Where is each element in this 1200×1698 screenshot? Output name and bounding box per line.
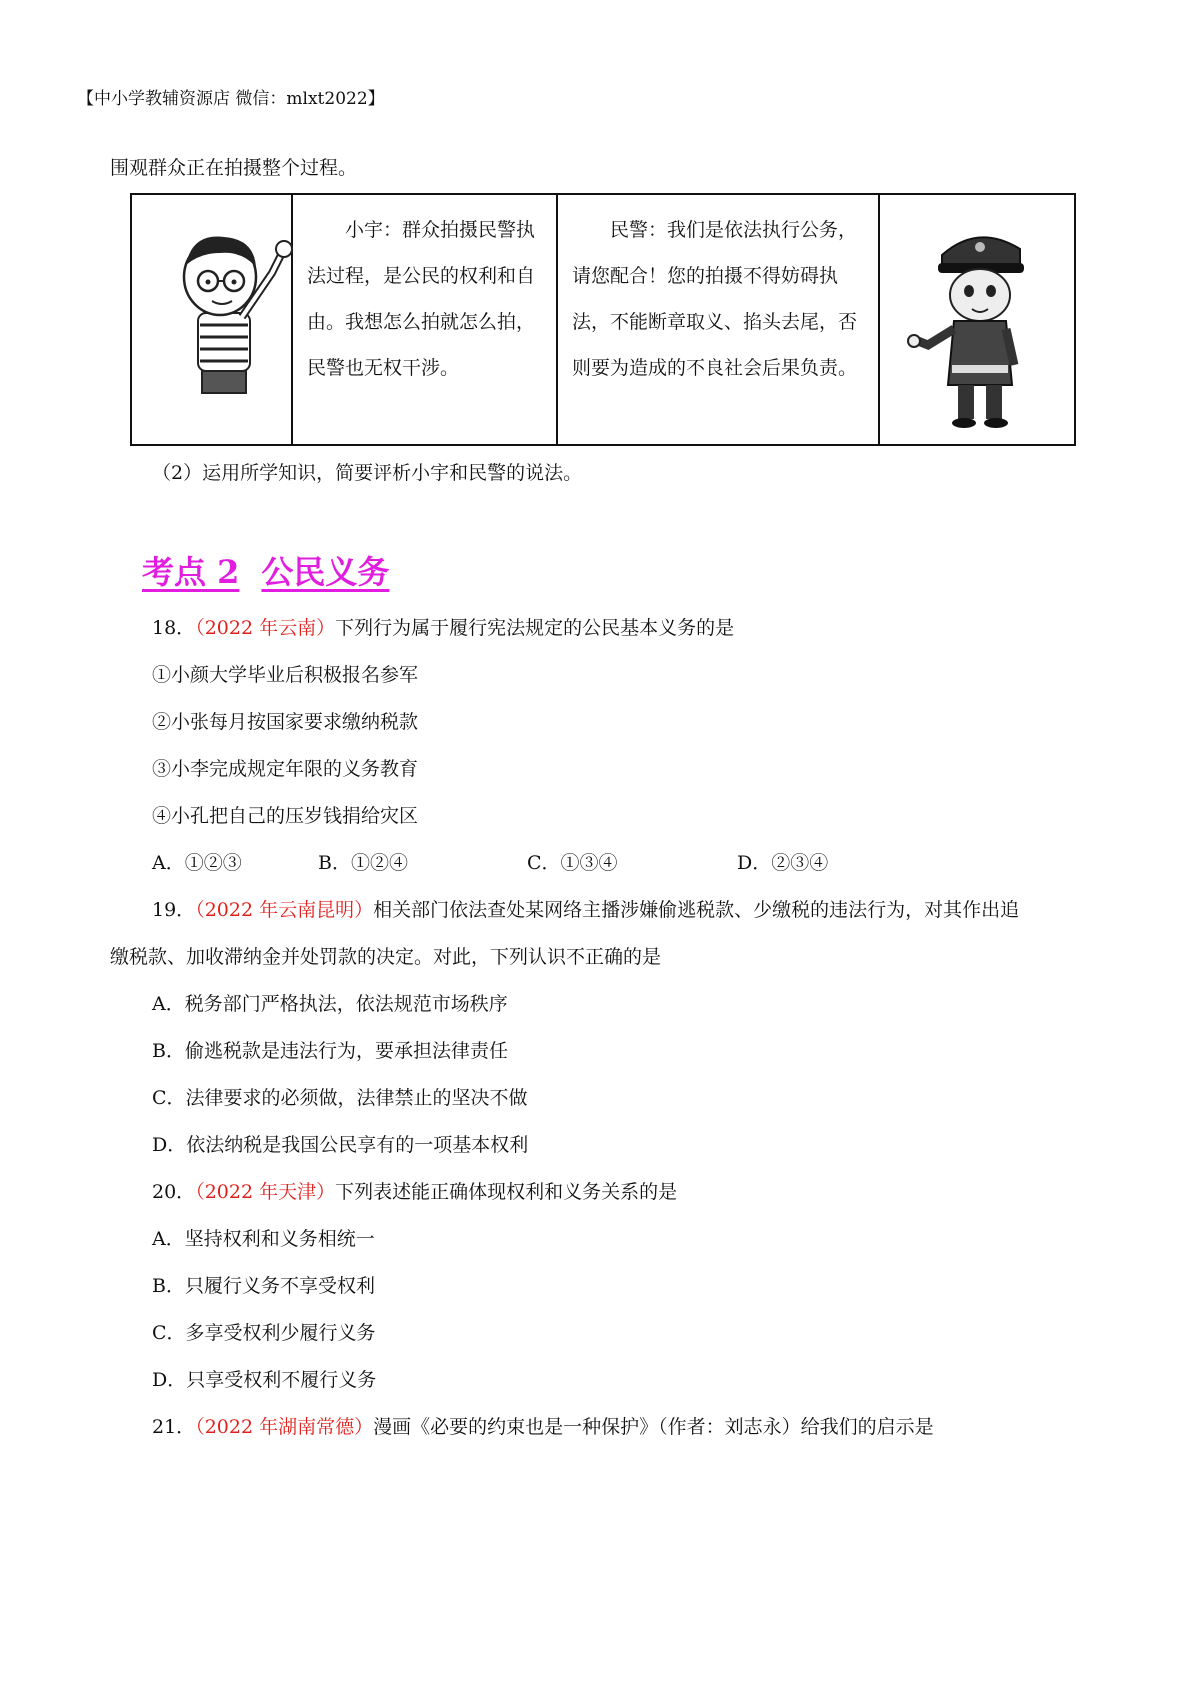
q18-item-3: ③小李完成规定年限的义务教育 — [152, 758, 419, 780]
q18-number: 18． — [152, 617, 196, 639]
q21-stem — [152, 1414, 934, 1440]
q19-option-a: A．税务部门严格执法，依法规范市场秩序 — [152, 993, 508, 1015]
q18-source: （2022 年云南） — [195, 617, 336, 639]
q20-source: （2022 年天津） — [195, 1181, 336, 1203]
q18-option-c: C．①③④ — [527, 852, 618, 874]
policeman-cartoon-image — [880, 195, 1076, 444]
q19-option-b: B．偷逃税款是违法行为，要承担法律责任 — [152, 1040, 508, 1062]
sub-question-2: （2）运用所学知识，简要评析小宇和民警的说法。 — [152, 462, 583, 484]
q20-option-c: C．多享受权利少履行义务 — [152, 1322, 376, 1344]
q18-stem — [152, 615, 734, 641]
dialog-table — [130, 193, 1076, 446]
q20-option-a: A．坚持权利和义务相统一 — [152, 1228, 375, 1250]
q18-item-2: ②小张每月按国家要求缴纳税款 — [152, 711, 419, 733]
q20-stem-text: 下列表述能正确体现权利和义务关系的是 — [335, 1181, 678, 1203]
q20-option-b: B．只履行义务不享受权利 — [152, 1275, 375, 1297]
xiaoyu-speech-cell — [292, 194, 557, 445]
student-cartoon-image — [132, 195, 293, 444]
q18-option-d: D．②③④ — [737, 852, 829, 874]
q20-option-d: D．只享受权利不履行义务 — [152, 1369, 377, 1391]
xiaoyu-illustration-cell — [131, 194, 292, 445]
q19-stem-text: 相关部门依法查处某网络主播涉嫌偷逃税款、少缴税的违法行为，对其作出追 — [373, 899, 1020, 921]
q18-option-a: A．①②③ — [152, 852, 242, 874]
intro-line: 围观群众正在拍摄整个过程。 — [110, 157, 358, 179]
q19-stem-line-2: 缴税款、加收滞纳金并处罚款的决定。对此，下列认识不正确的是 — [110, 946, 662, 968]
q18-stem-text: 下列行为属于履行宪法规定的公民基本义务的是 — [335, 617, 735, 639]
q19-stem-line-1 — [152, 897, 1019, 923]
police-speech: 民警：我们是依法执行公务，请您配合！您的拍摄不得妨碍执法，不能断章取义、掐头去尾，否则要为造成的不良社会后果负责。 — [572, 219, 858, 379]
q19-number: 19． — [152, 899, 196, 921]
q18-option-b: B．①②④ — [318, 852, 408, 874]
xiaoyu-speech: 小宇：群众拍摄民警执法过程，是公民的权利和自由。我想怎么拍就怎么拍，民警也无权干涉。 — [307, 219, 536, 379]
q18-item-4: ④小孔把自己的压岁钱捐给灾区 — [152, 805, 419, 827]
q21-source: （2022 年湖南常德） — [195, 1416, 374, 1438]
police-illustration-cell — [879, 194, 1075, 445]
header-watermark: 【中小学教辅资源店 微信：mlxt2022】 — [77, 89, 385, 109]
section-label: 考点 2 — [142, 553, 240, 591]
q19-option-d: D．依法纳税是我国公民享有的一项基本权利 — [152, 1134, 529, 1156]
q21-stem-text: 漫画《必要的约束也是一种保护》（作者：刘志永）给我们的启示是 — [373, 1416, 934, 1438]
q18-item-1: ①小颜大学毕业后积极报名参军 — [152, 664, 419, 686]
section-heading — [142, 552, 411, 592]
q19-source: （2022 年云南昆明） — [195, 899, 374, 921]
section-title-text: 公民义务 — [261, 553, 390, 591]
police-speech-cell — [557, 194, 879, 445]
q19-option-c: C．法律要求的必须做，法律禁止的坚决不做 — [152, 1087, 528, 1109]
q20-stem — [152, 1179, 677, 1205]
q21-number: 21． — [152, 1416, 196, 1438]
q20-number: 20． — [152, 1181, 196, 1203]
